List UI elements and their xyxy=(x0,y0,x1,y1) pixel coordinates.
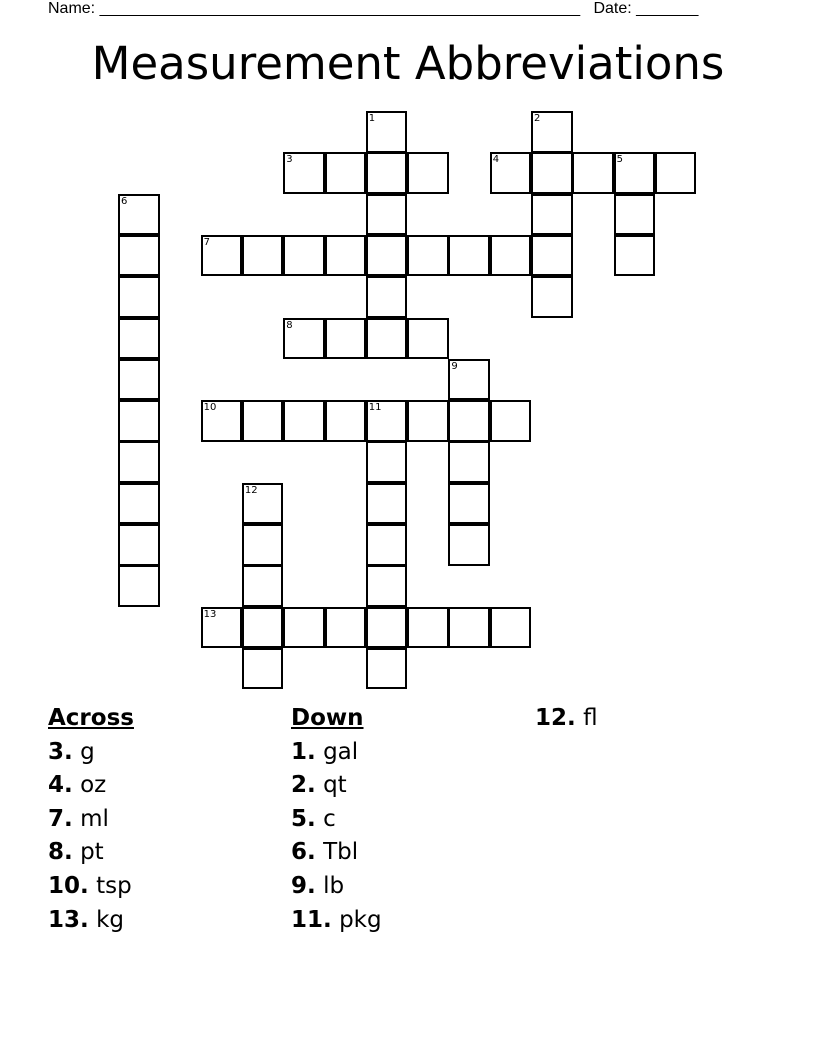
grid-cell[interactable] xyxy=(366,235,408,277)
clue-down: 9. lb xyxy=(291,872,345,899)
grid-cell[interactable] xyxy=(283,235,325,277)
clue-down: 5. c xyxy=(291,805,336,832)
grid-cell[interactable] xyxy=(448,524,490,566)
name-label: Name: xyxy=(48,0,96,17)
clue-across: 10. tsp xyxy=(48,872,132,899)
clue-down: 6. Tbl xyxy=(291,839,359,866)
clue-number: 8 xyxy=(286,319,293,331)
clue-across: 3. g xyxy=(48,738,95,765)
grid-cell[interactable] xyxy=(448,483,490,525)
across-clues xyxy=(48,702,134,937)
clue-number: 11 xyxy=(368,402,382,414)
grid-cell[interactable] xyxy=(366,111,408,153)
grid-cell[interactable] xyxy=(531,111,573,153)
grid-cell[interactable] xyxy=(366,276,408,318)
grid-cell[interactable] xyxy=(201,607,243,649)
grid-cell[interactable] xyxy=(366,648,408,690)
grid-cell[interactable] xyxy=(118,524,160,566)
grid-cell[interactable] xyxy=(614,194,656,236)
grid-cell[interactable] xyxy=(614,235,656,277)
down-clues xyxy=(291,702,382,937)
grid-cell[interactable] xyxy=(366,565,408,607)
down-clues-continued xyxy=(535,702,598,736)
grid-cell[interactable] xyxy=(118,276,160,318)
grid-cell[interactable] xyxy=(366,441,408,483)
grid-cell[interactable] xyxy=(366,483,408,525)
down-heading: Down xyxy=(291,705,364,731)
grid-cell[interactable] xyxy=(531,235,573,277)
grid-cell[interactable] xyxy=(407,400,449,442)
clue-across: 4. oz xyxy=(48,772,107,799)
grid-cell[interactable] xyxy=(448,235,490,277)
grid-cell[interactable] xyxy=(283,152,325,194)
grid-cell[interactable] xyxy=(283,400,325,442)
grid-cell[interactable] xyxy=(448,441,490,483)
grid-cell[interactable] xyxy=(242,607,284,649)
grid-cell[interactable] xyxy=(325,400,367,442)
clue-down: 2. qt xyxy=(291,772,347,799)
clue-down: 12. fl xyxy=(535,705,598,731)
grid-cell[interactable] xyxy=(407,607,449,649)
date-label: Date: xyxy=(593,0,632,17)
clue-down: 11. pkg xyxy=(291,906,382,933)
grid-cell[interactable] xyxy=(490,400,532,442)
grid-cell[interactable] xyxy=(325,607,367,649)
clue-number: 5 xyxy=(616,154,623,166)
grid-cell[interactable] xyxy=(201,400,243,442)
grid-cell[interactable] xyxy=(407,152,449,194)
grid-cell[interactable] xyxy=(366,400,408,442)
grid-cell[interactable] xyxy=(366,524,408,566)
clue-number: 9 xyxy=(451,360,458,372)
grid-cell[interactable] xyxy=(283,607,325,649)
clue-number: 10 xyxy=(203,402,217,414)
grid-cell[interactable] xyxy=(448,400,490,442)
grid-cell[interactable] xyxy=(366,607,408,649)
clue-number: 1 xyxy=(368,113,376,124)
grid-cell[interactable] xyxy=(407,235,449,277)
page-title: Measurement Abbreviations xyxy=(91,37,725,90)
grid-cell[interactable] xyxy=(118,318,160,360)
grid-cell[interactable] xyxy=(118,565,160,607)
clue-number: 13 xyxy=(203,608,217,620)
grid-cell[interactable] xyxy=(490,152,532,194)
grid-cell[interactable] xyxy=(531,152,573,194)
grid-cell[interactable] xyxy=(242,648,284,690)
grid-cell[interactable] xyxy=(242,235,284,277)
clue-number: 12 xyxy=(244,484,258,496)
clue-across: 8. pt xyxy=(48,839,104,866)
grid-cell[interactable] xyxy=(655,152,697,194)
grid-cell[interactable] xyxy=(531,276,573,318)
grid-cell[interactable] xyxy=(325,235,367,277)
clue-number: 3 xyxy=(286,154,293,166)
grid-cell[interactable] xyxy=(366,152,408,194)
grid-cell[interactable] xyxy=(118,359,160,401)
grid-cell[interactable] xyxy=(242,483,284,525)
grid-cell[interactable] xyxy=(490,607,532,649)
name-blank[interactable]: ______________________________________________________ xyxy=(99,0,581,17)
grid-cell[interactable] xyxy=(118,483,160,525)
grid-cell[interactable] xyxy=(201,235,243,277)
grid-cell[interactable] xyxy=(242,400,284,442)
grid-cell[interactable] xyxy=(325,318,367,360)
grid-cell[interactable] xyxy=(118,235,160,277)
grid-cell[interactable] xyxy=(448,607,490,649)
grid-cell[interactable] xyxy=(448,359,490,401)
grid-cell[interactable] xyxy=(325,152,367,194)
clue-down: 1. gal xyxy=(291,738,359,765)
grid-cell[interactable] xyxy=(614,152,656,194)
clue-across: 7. ml xyxy=(48,805,109,832)
grid-cell[interactable] xyxy=(283,318,325,360)
grid-cell[interactable] xyxy=(118,400,160,442)
across-heading: Across xyxy=(48,705,134,731)
clue-number: 7 xyxy=(203,236,210,248)
date-blank[interactable]: _______ xyxy=(636,0,699,17)
clue-across: 13. kg xyxy=(48,906,124,933)
grid-cell[interactable] xyxy=(242,524,284,566)
grid-cell[interactable] xyxy=(531,194,573,236)
clue-number: 4 xyxy=(492,154,500,166)
grid-cell[interactable] xyxy=(490,235,532,277)
clue-number: 2 xyxy=(534,113,541,124)
clue-number: 6 xyxy=(121,195,128,207)
grid-cell[interactable] xyxy=(572,152,614,194)
grid-cell[interactable] xyxy=(118,194,160,236)
grid-cell[interactable] xyxy=(366,194,408,236)
grid-cell[interactable] xyxy=(366,318,408,360)
grid-cell[interactable] xyxy=(242,565,284,607)
grid-cell[interactable] xyxy=(118,441,160,483)
grid-cell[interactable] xyxy=(407,318,449,360)
